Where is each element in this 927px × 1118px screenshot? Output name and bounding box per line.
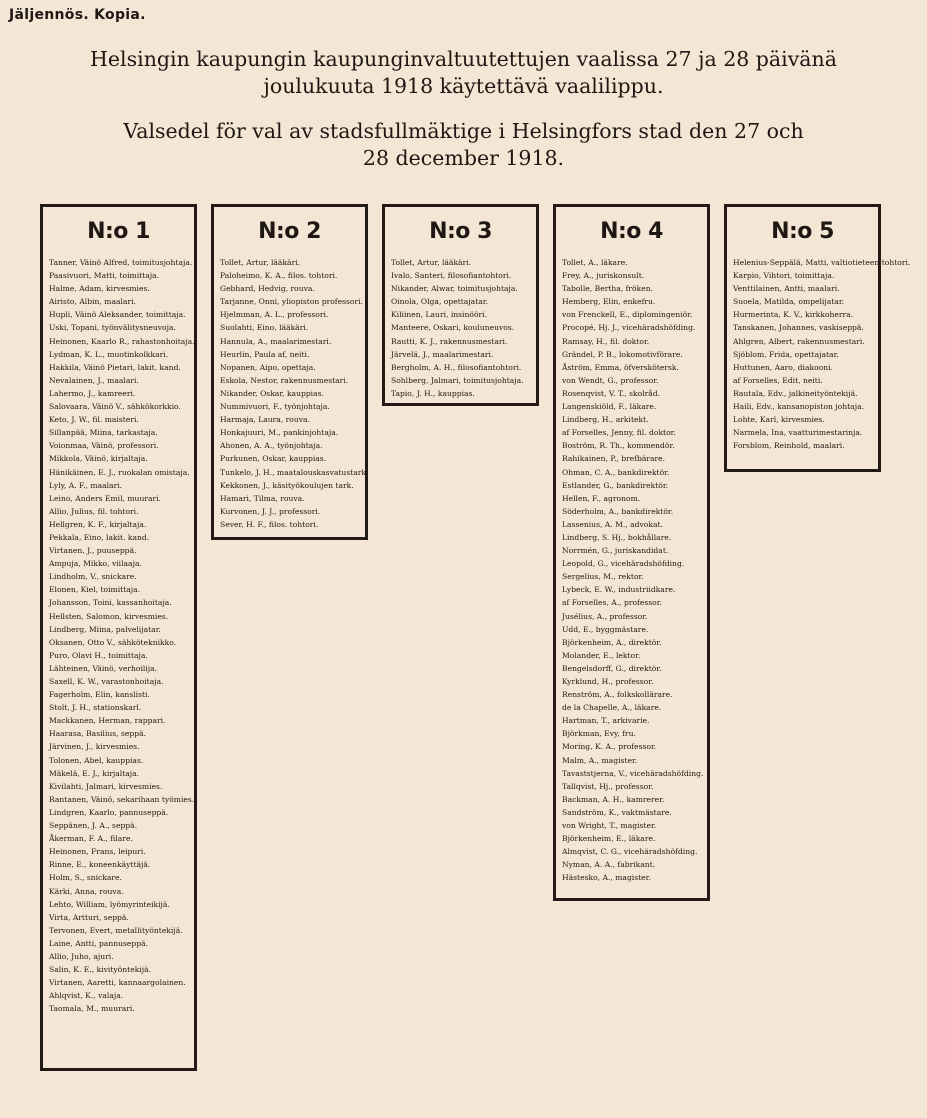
candidate-entry: Björkenheim, E., läkare.	[562, 834, 656, 844]
candidate-entry: Udd, E., byggmästare.	[562, 624, 649, 634]
title-swedish-line1: Valsedel för val av stadsfullmäktige i Helsingfors stad den 27 och	[123, 119, 804, 143]
candidate-entry: Nikander, Alwar, toimitusjohtaja.	[391, 284, 518, 294]
candidate-entry: Hupli, Väinö Aleksander, toimittaja.	[49, 310, 186, 320]
candidate-entry: Kurvonen, J. J., professori.	[220, 506, 321, 516]
candidate-entry: Järvinen, J., kirvesmies.	[49, 742, 140, 752]
candidate-entry: Tunkelo, J. H., maatalouskasvatustark.	[220, 467, 369, 477]
candidate-entry: Renström, A., folkskollärare.	[562, 690, 673, 700]
candidate-entry: Grändel, P. B., lokomotivförare.	[562, 349, 683, 359]
candidate-entry: Estlander, G., bankdirektör.	[562, 480, 669, 490]
candidate-entry: Huttunen, Aaro, diakooni.	[733, 362, 833, 372]
candidate-entry: Heurlin, Paula af, neiti.	[220, 349, 310, 359]
candidate-entry: Rosenqvist, V. T., skolråd.	[562, 388, 661, 398]
candidate-entry: Backman, A. H., kamrerer.	[562, 794, 665, 804]
candidate-entry: Kekkonen, J., käsityökoulujen tark.	[220, 480, 354, 490]
candidate-entry: Söderholm, A., bankdirektör.	[562, 506, 674, 516]
candidate-items	[727, 256, 911, 452]
candidate-entry: Hänikäinen, E. J., ruokalan omistaja.	[49, 467, 190, 477]
candidate-entry: Björkenheim, A., direktör.	[562, 637, 662, 647]
candidate-entry: Malm, A., magister.	[562, 755, 638, 765]
candidate-entry: Tarjanne, Onni, yliopiston professori.	[220, 297, 363, 307]
candidate-entry: Fagerholm, Elin, kanslisti.	[49, 690, 150, 700]
candidate-entry: Norrmén, G., juriskandidat.	[562, 546, 669, 556]
candidate-entry: Sergelius, M., rektor.	[562, 572, 644, 582]
candidate-entry: Moring, K. A., professor.	[562, 742, 657, 752]
candidate-entry: Forsblom, Reinhold, maalari.	[733, 441, 845, 451]
candidate-entry: Langenskiöld, F., läkare.	[562, 402, 657, 412]
candidate-list-1	[40, 204, 197, 1071]
candidate-entry: Mikkola, Väinö, kirjaltaja.	[49, 454, 148, 464]
candidate-entry: Hellgren, K. F., kirjaltaja.	[49, 519, 147, 529]
candidate-entry: Lassenius, A. M., advokat.	[562, 519, 663, 529]
candidate-entry: Paloheimo, K. A., filos. tohtori.	[220, 271, 338, 281]
candidate-entry: Björkman, Evy, fru.	[562, 729, 636, 739]
candidate-entry: Ahlqvist, K., valaja.	[49, 991, 124, 1001]
candidate-entry: Airisto, Albin, maalari.	[49, 297, 136, 307]
candidate-entry: Jusélius, A., professor.	[562, 611, 648, 621]
candidate-entry: Lydman, K. L., muotinkolkkari.	[49, 349, 169, 359]
candidate-entry: Nyman, A. A., fabrikant.	[562, 860, 656, 870]
candidate-entry: Haili, Edv., kansanopiston johtaja.	[733, 402, 865, 412]
candidate-entry: Almqvist, C. G., vicehäradshöfding.	[562, 847, 698, 857]
candidate-entry: Venttilainen, Antti, maalari.	[733, 284, 840, 294]
candidate-entry: Keto, J. W., fil. maisteri.	[49, 415, 139, 425]
candidate-entry: Harmaja, Laura, rouva.	[220, 415, 310, 425]
title-swedish	[0, 118, 927, 172]
candidate-entry: Bengelsdorff, G., direktör.	[562, 663, 662, 673]
candidate-entry: Helenius-Seppälä, Matti, valtiotieteen tohtori.	[733, 258, 911, 267]
candidate-entry: Mackkanen, Herman, rappari.	[49, 716, 166, 726]
title-finnish	[0, 46, 927, 100]
candidate-entry: Ivalo, Santeri, filosofiantohtori.	[391, 271, 512, 281]
candidate-entry: Leopold, G., vicehäradshöfding.	[562, 559, 685, 569]
candidate-entry: Sever, H. F., filos. tohtori.	[220, 519, 319, 529]
candidate-entry: Ohman, C. A., bankdirektör.	[562, 467, 670, 477]
candidate-entry: Tanskanen, Johannes, vaskiseppä.	[733, 323, 864, 333]
candidate-list-2	[211, 204, 368, 540]
title-finnish-line2: joulukuuta 1918 käytettävä vaalilippu.	[263, 74, 664, 98]
candidate-entry: Lyly, A. F., maalari.	[49, 480, 123, 490]
candidate-entry: Kyrklund, H., professor.	[562, 677, 654, 686]
candidate-entry: af Forselles, Edit, neiti.	[733, 375, 823, 385]
candidate-entry: Hemberg, Elin, enkefru.	[562, 297, 656, 307]
candidate-entry: Åström, Emma, öfverskötersk.	[562, 362, 679, 372]
candidate-entry: Rautala, Edv., jalkineityöntekijä.	[733, 388, 858, 398]
candidate-entry: Voionmaa, Väinö, professori.	[49, 441, 159, 451]
candidate-list-3	[382, 204, 539, 406]
candidate-entry: Saxell, K. W., varastonhoitaja.	[49, 677, 164, 686]
candidate-entry: Lahermo, J., kamreeri.	[49, 388, 136, 398]
candidate-entry: Johansson, Toini, kassanhoitaja.	[49, 598, 172, 608]
list-number: N:o 3	[429, 219, 492, 244]
candidate-entry: Oksanen, Otto V., sähköteknikko.	[49, 637, 177, 647]
candidate-entry: Uski, Topani, työnvälitysneuvoja.	[49, 323, 176, 333]
candidate-entry: Rinne, E., koneenkäyttäjä.	[49, 860, 151, 870]
candidate-entry: Narmela, Ina, vaatturimestarinja.	[733, 428, 863, 438]
candidate-entry: Bergholm, A. H., filosofiantohtori.	[391, 362, 522, 372]
candidate-entry: Tapio, J. H., kauppias.	[391, 388, 475, 398]
list-number: N:o 1	[87, 219, 150, 244]
candidate-entry: Holm, S., snickare.	[49, 873, 122, 883]
candidate-entry: Hellsten, Salomon, kirvesmies.	[49, 611, 169, 621]
candidate-entry: von Frenckell, E., diplomingeniör.	[562, 310, 693, 320]
candidate-entry: Sillanpää, Miina, tarkastaja.	[49, 428, 158, 438]
candidate-entry: Manteere, Oskari, kouluneuvos.	[391, 323, 515, 333]
candidate-entry: Halme, Adam, kirvesmies.	[49, 284, 150, 294]
candidate-entry: von Wendt, G., professor.	[562, 375, 659, 385]
candidate-entry: Nummivuori, F., työnjohtaja.	[220, 402, 330, 412]
candidate-entry: Tollet, Artur, lääkäri.	[220, 258, 301, 267]
candidate-entry: Tollet, Artur, lääkäri.	[391, 258, 472, 267]
candidate-entry: Ampuja, Mikko, viilaaja.	[49, 559, 142, 569]
candidate-items	[43, 256, 194, 1015]
candidate-entry: Hellen, F., agronom.	[562, 493, 641, 503]
candidate-entry: Kivilahti, Jalmari, kirvesmies.	[49, 781, 163, 791]
candidate-entry: Gebhard, Hedvig, rouva.	[220, 284, 315, 294]
candidate-entry: Lybeck, E. W., industriidkare.	[562, 585, 676, 595]
candidate-entry: Eskola, Nestor, rakennusmestari.	[220, 375, 349, 385]
candidate-entry: Ahlgren, Albert, rakennusmestari.	[733, 336, 865, 346]
candidate-entry: Tabolle, Bertha, fröken.	[562, 284, 654, 294]
candidate-entry: Tolonen, Abel, kauppias.	[49, 755, 144, 765]
candidate-entry: af Forselles, Jenny, fil. doktor.	[562, 428, 676, 438]
candidate-items	[385, 256, 536, 400]
candidate-entry: Allio, Julius, fil. tohtori.	[49, 506, 139, 516]
candidate-entry: Sandström, K., vaktmästare.	[562, 807, 672, 817]
list-number: N:o 2	[258, 219, 321, 244]
candidate-entry: Elonen, Kiel, toimittaja.	[49, 585, 141, 595]
candidate-entry: Tavaststjerna, V., vicehäradshöfding.	[562, 768, 704, 778]
candidate-list-4	[553, 204, 710, 901]
candidate-entry: Hannula, A., maalarimestari.	[220, 336, 332, 346]
candidate-entry: Sohlberg, Jalmari, toimitusjohtaja.	[391, 375, 524, 385]
candidate-entry: Sjöblom, Frida, opettajatar.	[733, 349, 839, 359]
candidate-entry: Lähteinen, Väinö, verhoilija.	[49, 663, 158, 673]
candidate-entry: Allio, Juho, ajuri.	[49, 951, 114, 961]
candidate-entry: Suoela, Matilda, ompelijatar.	[733, 297, 845, 307]
candidate-entry: Kiliinen, Lauri, insinööri.	[391, 310, 487, 320]
candidate-entry: Puro, Olavi H., toimittaja.	[49, 650, 148, 660]
candidate-entry: Lindberg, H., arkitekt.	[562, 415, 649, 425]
candidate-entry: von Wright, T., magister.	[562, 821, 657, 831]
candidate-entry: Tanner, Väinö Alfred, toimitusjohtaja.	[49, 258, 193, 267]
candidate-entry: Lindberg, Miina, palvelijatar.	[49, 624, 161, 634]
candidate-entry: Frey, A., juriskonsult.	[562, 271, 645, 281]
candidate-entry: Boström, R. Th., kommendör.	[562, 441, 675, 451]
candidate-entry: Oinola, Olga, opettajatar.	[391, 297, 488, 307]
candidate-entry: Nevalainen, J., maalari.	[49, 375, 139, 385]
candidate-entry: Laine, Antti, pannuseppä.	[49, 938, 149, 948]
candidate-entry: Ahonen, A. A., työnjohtaja.	[220, 441, 323, 451]
candidate-entry: Lindholm, V., snickare.	[49, 572, 137, 582]
candidate-entry: Heinonen, Kaarlo R., rahastonhoitaja.	[49, 336, 195, 346]
candidate-entry: Stolt, J. H., stationskarl.	[49, 703, 142, 713]
list-number: N:o 4	[600, 219, 663, 244]
list-number: N:o 5	[771, 219, 834, 244]
copy-label: Jäljennös. Kopia.	[9, 7, 146, 23]
candidate-entry: Hästesko, A., magister.	[562, 873, 651, 883]
candidate-entry: Tallqvist, Hj., professor.	[562, 781, 654, 791]
candidate-entry: Honkajuuri, M., pankinjohtaja.	[220, 428, 339, 438]
candidate-entry: Salovaara, Väinö V., sähkökorkkio.	[49, 402, 181, 412]
candidate-entry: Taomala, M., muurari.	[49, 1004, 135, 1014]
candidate-items	[214, 256, 369, 531]
candidate-entry: Tervonen, Evert, metallityöntekijä.	[49, 925, 183, 935]
candidate-list-5	[724, 204, 911, 472]
candidate-entry: Hakkila, Väinö Pietari, lakit. kand.	[49, 362, 181, 372]
candidate-entry: de la Chapelle, A., läkare.	[562, 703, 662, 713]
candidate-entry: Rautti, K. J., rakennusmestari.	[391, 336, 508, 346]
candidate-entry: Lehto, William, lyömyrinteikijä.	[49, 899, 170, 909]
candidate-entry: Pekkala, Eino, lakit. kand.	[49, 532, 150, 542]
candidate-entry: Ramsay, H., fil. doktor.	[562, 336, 650, 346]
candidate-entry: Rantanen, Väinö, sekarihaan työmies.	[49, 794, 195, 804]
candidate-entry: Kärki, Anna, rouva.	[49, 886, 124, 896]
candidate-entry: Hurmerinta, K. V., kirkkoherra.	[733, 310, 854, 320]
candidate-entry: Leino, Anders Emil, muurari.	[49, 493, 161, 503]
candidate-entry: Molander, E., lektor.	[562, 650, 641, 660]
title-finnish-line1: Helsingin kaupungin kaupunginvaltuutettujen vaalissa 27 ja 28 päivänä	[90, 47, 837, 71]
candidate-entry: Hamari, Tilma, rouva.	[220, 493, 305, 503]
candidate-entry: Åkerman, F. A., filare.	[49, 834, 133, 844]
title-swedish-line2: 28 december 1918.	[362, 146, 565, 170]
candidate-entry: Hartman, T., arkivarie.	[562, 716, 650, 726]
candidate-entry: Procopé, Hj. J., vicehäradshöfding.	[562, 323, 696, 333]
candidate-entry: Nikander, Oskar, kauppias.	[220, 388, 324, 398]
candidate-items	[556, 256, 707, 885]
candidate-entry: af Forselles, A., professor.	[562, 598, 662, 608]
candidate-entry: Mäkelä, E. J., kirjaltaja.	[49, 768, 140, 778]
candidate-entry: Järvelä, J., maalarimestari.	[391, 349, 494, 359]
candidate-entry: Purkunen, Oskar, kauppias.	[220, 454, 327, 464]
candidate-entry: Virtanen, Aaretti, kannaargolainen.	[49, 978, 186, 988]
candidate-entry: Suolahti, Eino, lääkäri.	[220, 323, 309, 333]
candidate-entry: Salin, K. E., kivityöntekijä.	[49, 965, 152, 975]
candidate-entry: Lindberg, S. Hj., bokhållare.	[562, 532, 672, 542]
candidate-entry: Seppänen, J. A., seppä.	[49, 821, 138, 831]
candidate-entry: Karpio, Vihtori, toimittaja.	[733, 271, 835, 281]
candidate-entry: Lohte, Karl, kirvesmies.	[733, 415, 825, 425]
candidate-entry: Paasivuori, Matti, toimittaja.	[49, 271, 160, 281]
candidate-entry: Nopanen, Aipo, opettaja.	[220, 362, 316, 372]
candidate-entry: Heinonen, Frans, leipuri.	[49, 847, 146, 857]
candidate-entry: Hjelmman, A. L., professori.	[220, 310, 329, 320]
candidate-entry: Tollet, A., läkare.	[562, 258, 628, 267]
candidate-entry: Haarasa, Basilius, seppä.	[49, 729, 147, 739]
candidate-entry: Rahikainen, P., brefbärare.	[562, 454, 666, 464]
candidate-entry: Virtanen, J., puuseppä.	[49, 546, 137, 556]
candidate-entry: Virta, Artturi, seppä.	[49, 912, 129, 922]
candidate-entry: Lindgren, Kaarlo, pannuseppä.	[49, 807, 169, 817]
